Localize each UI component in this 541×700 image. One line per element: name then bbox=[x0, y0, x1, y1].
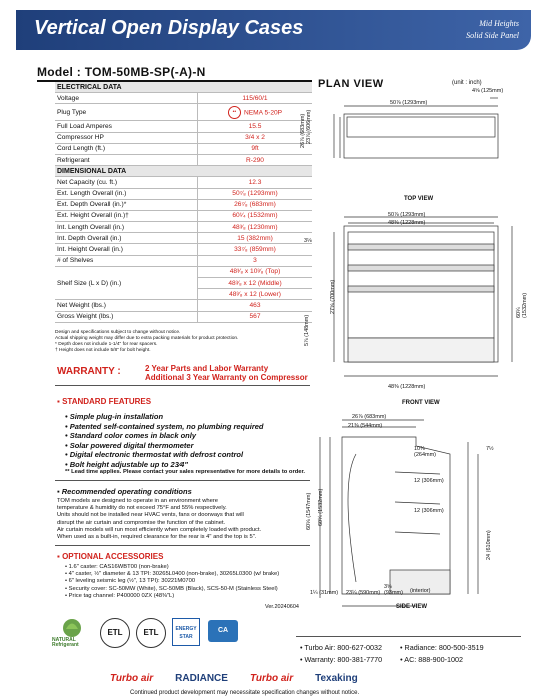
dim-side-height: 60⅛ (1547mm) bbox=[306, 492, 312, 530]
ca-logo: CA bbox=[208, 620, 238, 642]
table-row: # of Shelves 3 bbox=[55, 255, 312, 266]
side-view-label: SIDE VIEW bbox=[396, 604, 428, 610]
warranty-text: 2 Year Parts and Labor Warranty Additional 3 Year Warranty on Compressor bbox=[145, 364, 308, 382]
header-subtitle bbox=[466, 18, 519, 42]
dim-side-top2: 21⅜ (544mm) bbox=[348, 423, 383, 429]
table-row: Refrigerant R-290 bbox=[55, 154, 312, 165]
list-item: • Bolt height adjustable up to 23⁄4" bbox=[65, 459, 188, 469]
table-row: Ext. Height Overall (in.)† 60¹⁄₄ (1532mm) bbox=[55, 210, 312, 221]
features-list bbox=[65, 412, 264, 470]
contact-ac: • AC: 888-900-1002 bbox=[400, 655, 464, 664]
unit-label: (unit : inch) bbox=[452, 80, 482, 86]
dim-shelf-b: 12 (306mm) bbox=[414, 478, 444, 484]
recommended-text: TOM models are designed to operate in an environment where temperature & humidity do not exceed 75°F and 55% respectively. Units should not be installed near HVAC vents, fans or doorways that will disrupt the air curtain and compromise the function of the cabinet. Air curtain models will run most efficiently when completely loaded with product. When used as a built-in, required clearance for the rear is 4" and the top is 5". bbox=[57, 498, 262, 541]
dim-top-depth: 26⅞ (683mm) bbox=[300, 113, 306, 148]
certifications bbox=[52, 616, 292, 656]
divider bbox=[55, 545, 310, 546]
list-item: • 6" leveling seismic leg (½", 13 TPI): 30221M0700 bbox=[65, 578, 196, 585]
table-row: Net Weight (lbs.) 463 bbox=[55, 300, 312, 311]
list-item: • Price tag channel: P400000 0ZX (48⅜"L) bbox=[65, 592, 175, 599]
dim-side-bottom: 23¼ (590mm) bbox=[346, 590, 381, 596]
table-row: 48³⁄₈ x 12 (Lower) bbox=[55, 289, 312, 300]
dim-front-height: 60¼ (1532mm) bbox=[516, 292, 528, 318]
version-label: Ver.20240604 bbox=[265, 604, 299, 610]
recommended-heading: ▪ Recommended operating conditions bbox=[57, 487, 192, 496]
subtitle-line-2: Solid Side Panel bbox=[466, 31, 519, 40]
table-row: Shelf Size (L x D) (in.) 48³⁄₈ x 10³⁄₈ (Top) bbox=[55, 266, 312, 277]
spec-table bbox=[55, 82, 312, 323]
divider bbox=[296, 636, 521, 637]
list-item: • Patented self-contained system, no plumbing required bbox=[65, 421, 264, 431]
contact-warranty: • Warranty: 800-381-7770 bbox=[300, 655, 383, 664]
list-item: • Security cover: SC-50MW (White), SC-50MB (Black), SCS-50-M (Stainless Steel) bbox=[65, 585, 278, 592]
lead-time-note: ** Lead time applies. Please contact your sales representative for more details to order. bbox=[65, 469, 306, 475]
dim-front-width: 50⅞ (1293mm) bbox=[388, 212, 426, 218]
etl-sanitation-logo: ETL bbox=[136, 618, 166, 648]
etl-logo: ETL bbox=[100, 618, 130, 648]
table-row: Plug Type •• NEMA 5-20P bbox=[55, 104, 312, 121]
top-view-label: TOP VIEW bbox=[404, 196, 434, 202]
dim-shelf-c: 12 (306mm) bbox=[414, 508, 444, 514]
dim-top-width: 50⅞ (1293mm) bbox=[390, 100, 428, 106]
table-row: Int. Height Overall (in.) 33⁷⁄₈ (859mm) bbox=[55, 244, 312, 255]
front-view-label: FRONT VIEW bbox=[402, 400, 440, 406]
energy-star-logo: ENERGY STAR bbox=[172, 618, 200, 646]
front-view-drawing bbox=[334, 217, 512, 376]
brand-logos bbox=[110, 673, 358, 684]
dimensional-heading: DIMENSIONAL DATA bbox=[55, 166, 312, 177]
dim-side-foot: 1¼ (31mm) bbox=[310, 590, 339, 596]
table-row: Voltage 115/60/1 bbox=[55, 93, 312, 104]
natural-refrigerant-logo: NATURAL Refrigerant bbox=[52, 616, 92, 650]
dim-front-c: 3⅛ bbox=[304, 238, 312, 244]
list-item: • Digital electronic thermostat with defrost control bbox=[65, 450, 244, 460]
contact-radiance: • Radiance: 800-500-3519 bbox=[400, 643, 484, 652]
dim-side-top: 26⅞ (683mm) bbox=[352, 414, 387, 420]
list-item: • Solar powered digital thermometer bbox=[65, 440, 194, 450]
footer-note: Continued product development may necessitate specification changes without notice. bbox=[130, 690, 360, 696]
plan-view-title: PLAN VIEW bbox=[318, 78, 384, 90]
table-row: 48³⁄₈ x 12 (Middle) bbox=[55, 278, 312, 289]
contacts bbox=[300, 642, 484, 666]
dim-shelf-a: 10⅜ (264mm) bbox=[414, 446, 437, 458]
divider bbox=[55, 480, 310, 481]
table-row: Full Load Amperes 15.5 bbox=[55, 121, 312, 132]
table-row: Int. Length Overall (in.) 48³⁄₈ (1230mm) bbox=[55, 222, 312, 233]
list-item: • 4" caster, ½" diameter & 13 TPI: 30265L0400 (non-brake), 30265L0300 (w/ brake) bbox=[65, 571, 280, 578]
plan-drawings bbox=[300, 82, 541, 622]
table-row: Compressor HP 3/4 x 2 bbox=[55, 132, 312, 143]
turbo-air-logo-2: Turbo air bbox=[249, 673, 294, 684]
dim-side-int: 3⅝ (93mm) bbox=[384, 584, 403, 596]
table-row: Cord Length (ft.) 9ft bbox=[55, 143, 312, 154]
accessories-heading: ▪ OPTIONAL ACCESSORIES bbox=[57, 552, 164, 561]
table-row: Int. Depth Overall (in.) 15 (382mm) bbox=[55, 233, 312, 244]
texaking-logo: Texaking bbox=[315, 673, 358, 684]
table-row: Ext. Depth Overall (in.)* 26⁷⁄₈ (683mm) bbox=[55, 199, 312, 210]
plug-icon: •• bbox=[228, 106, 241, 119]
plug-type: NEMA 5-20P bbox=[243, 109, 283, 117]
top-view-drawing bbox=[334, 98, 498, 158]
list-item: • 1.6" caster: CAS16WBT00 (non-brake) bbox=[65, 564, 169, 570]
dim-side-r2: 7½ bbox=[486, 446, 494, 452]
divider bbox=[55, 385, 310, 386]
model-number: Model : TOM-50MB-SP(-A)-N bbox=[37, 65, 206, 79]
dim-top-depth2: 23⅞ (606mm) bbox=[306, 109, 312, 144]
dim-front-a: 27⅝ (700mm) bbox=[330, 279, 336, 314]
electrical-heading: ELECTRICAL DATA bbox=[55, 82, 312, 93]
radiance-logo: RADIANCE bbox=[175, 673, 228, 684]
list-item: • Simple plug-in installation bbox=[65, 412, 164, 421]
spec-notes: Design and specifications subject to change without notice. Actual shipping weight may differ due to extra packing materials for product protection. * Depth does not include 1-1/4" for rear spacers. † Height does not include 5/8" for bolt height. bbox=[55, 330, 239, 353]
header-banner bbox=[16, 10, 531, 50]
dim-side-height2: 60¼ (1532mm) bbox=[318, 488, 324, 526]
features-heading: ▪ STANDARD FEATURES bbox=[57, 397, 152, 406]
table-row: Net Capacity (cu. ft.) 12.3 bbox=[55, 177, 312, 188]
dim-side-r: 24 (610mm) bbox=[486, 530, 492, 560]
shelf-size-label: Shelf Size (L x D) (in.) bbox=[55, 266, 198, 300]
dim-front-b: 5⅞ (148mm) bbox=[304, 314, 310, 346]
side-view-drawing bbox=[320, 420, 478, 606]
list-item: • Standard color comes in black only bbox=[65, 431, 197, 441]
dim-front-int: 48⅜ (1228mm) bbox=[388, 220, 426, 226]
dim-top-small: 4⅝ (125mm) bbox=[472, 88, 504, 94]
warranty-label: WARRANTY : bbox=[57, 366, 121, 377]
table-row: Ext. Length Overall (in.) 50⁷⁄₈ (1293mm) bbox=[55, 188, 312, 199]
page-title: Vertical Open Display Cases bbox=[34, 17, 304, 39]
subtitle-line-1: Mid Heights bbox=[479, 19, 519, 28]
interior-label: (interior) bbox=[410, 588, 431, 594]
contact-turbo-air: • Turbo Air: 800-627-0032 bbox=[300, 643, 383, 652]
dim-front-bottom: 48⅜ (1228mm) bbox=[388, 384, 426, 390]
accessories-list bbox=[65, 564, 279, 600]
turbo-air-logo: Turbo air bbox=[110, 673, 154, 684]
table-row: Gross Weight (lbs.) 567 bbox=[55, 311, 312, 322]
